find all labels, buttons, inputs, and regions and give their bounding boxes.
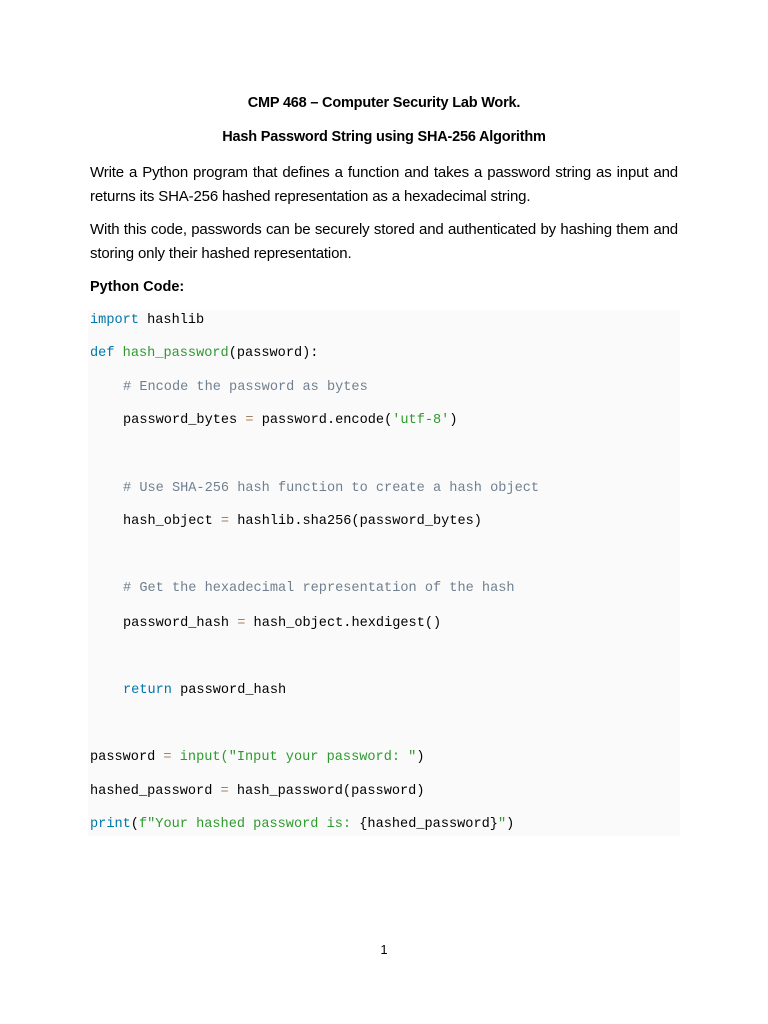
- function-name: hash_password: [122, 346, 229, 361]
- code-line-hexdigest: password_hash = hash_object.hexdigest(): [123, 616, 442, 631]
- intro-paragraph: Write a Python program that defines a function and takes a password string as input and returns its SHA-256 hashed representation as a hexadecimal string.: [90, 164, 678, 205]
- code-comment-hexdigest: # Get the hexadecimal representation of the hash: [123, 581, 515, 596]
- code-line-encode: password_bytes = password.encode('utf-8'): [123, 413, 458, 428]
- code-label: Python Code:: [90, 279, 185, 295]
- code-line-input: password = input("Input your password: "): [90, 750, 425, 765]
- code-line-hash-object: hash_object = hashlib.sha256(password_bytes): [123, 514, 482, 529]
- def-keyword: def: [90, 346, 115, 361]
- import-module: hashlib: [138, 313, 205, 328]
- code-line-print: print(f"Your hashed password is: {hashed_password}"): [90, 817, 515, 832]
- code-comment-encode: # Encode the password as bytes: [123, 380, 368, 395]
- document-subtitle: Hash Password String using SHA-256 Algorithm: [222, 129, 546, 145]
- code-line-import: [90, 311, 204, 331]
- function-params: (password):: [228, 346, 319, 361]
- code-comment-sha256: # Use SHA-256 hash function to create a hash object: [123, 481, 540, 496]
- import-keyword: import: [90, 313, 139, 328]
- code-line-return: return password_hash: [123, 683, 287, 698]
- code-line-def: [90, 344, 318, 364]
- document-title: CMP 468 – Computer Security Lab Work.: [247, 95, 521, 111]
- code-line-call-hash: hashed_password = hash_password(password): [90, 784, 425, 799]
- explanation-paragraph: With this code, passwords can be securely stored and authenticated by hashing them and storing only their hashed representation.: [90, 221, 678, 262]
- page-number: 1: [380, 942, 388, 957]
